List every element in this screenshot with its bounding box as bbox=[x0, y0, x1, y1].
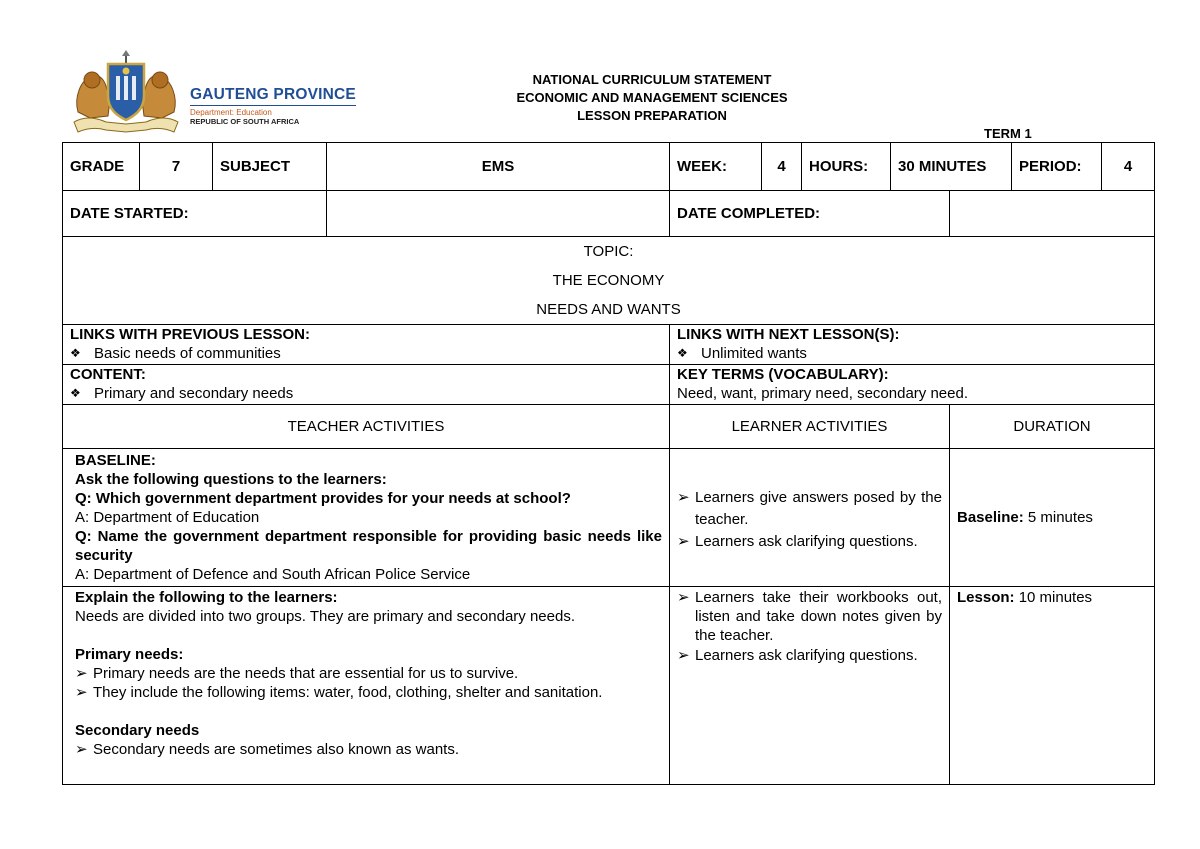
date-started-value bbox=[327, 191, 670, 237]
content-item: Primary and secondary needs bbox=[94, 385, 294, 402]
header-line-2: ECONOMIC AND MANAGEMENT SCIENCES bbox=[516, 90, 788, 105]
diamond-bullet-icon: ❖ bbox=[70, 346, 81, 360]
secondary-needs-title: Secondary needs bbox=[75, 722, 200, 739]
baseline-question-1: Q: Which government department provides for your needs at school? bbox=[75, 490, 571, 507]
arrow-bullet-icon: ➢ bbox=[75, 665, 88, 682]
date-started-label: DATE STARTED: bbox=[63, 191, 327, 237]
lesson-row bbox=[63, 587, 1155, 785]
topic-label: TOPIC: bbox=[583, 243, 634, 260]
activities-header-row bbox=[63, 405, 1155, 449]
content-label: CONTENT: bbox=[70, 366, 146, 383]
primary-needs-item-2: They include the following items: water, food, clothing, shelter and sanitation. bbox=[93, 684, 603, 701]
diamond-bullet-icon: ❖ bbox=[70, 386, 81, 400]
key-terms-label: KEY TERMS (VOCABULARY): bbox=[677, 366, 889, 383]
lesson-learner-1: Learners take their workbooks out, listen and take down notes given by the teacher. bbox=[695, 589, 942, 644]
baseline-duration-label: Baseline: bbox=[957, 509, 1024, 526]
previous-lesson-label: LINKS WITH PREVIOUS LESSON: bbox=[70, 326, 311, 343]
lesson-duration-value: 10 minutes bbox=[1018, 589, 1093, 606]
lesson-instruction: Explain the following to the learners: bbox=[75, 589, 338, 606]
diamond-bullet-icon: ❖ bbox=[677, 346, 688, 360]
next-lesson-label: LINKS WITH NEXT LESSON(S): bbox=[677, 326, 900, 343]
arrow-bullet-icon: ➢ bbox=[75, 684, 88, 701]
period-label: PERIOD: bbox=[1012, 143, 1102, 191]
topic-line-2: NEEDS AND WANTS bbox=[536, 301, 681, 318]
date-completed-value bbox=[950, 191, 1155, 237]
arrow-bullet-icon: ➢ bbox=[677, 647, 690, 664]
lesson-duration-label: Lesson: bbox=[957, 589, 1015, 606]
week-label: WEEK: bbox=[670, 143, 762, 191]
baseline-duration-value: 5 minutes bbox=[1027, 509, 1093, 526]
baseline-answer-2: A: Department of Defence and South African Police Service bbox=[75, 566, 471, 583]
content-row bbox=[63, 365, 1155, 405]
primary-needs-item-1: Primary needs are the needs that are essential for us to survive. bbox=[93, 665, 519, 682]
logo-department: Department: Education bbox=[190, 108, 272, 117]
baseline-learner-1: Learners give answers posed by the teacher. bbox=[695, 488, 942, 528]
arrow-bullet-icon: ➢ bbox=[677, 532, 690, 550]
baseline-row bbox=[63, 449, 1155, 587]
duration-header: DURATION bbox=[950, 405, 1155, 449]
arrow-bullet-icon: ➢ bbox=[677, 488, 690, 506]
info-row bbox=[63, 143, 1155, 191]
document-header bbox=[460, 71, 844, 125]
teacher-activities-header: TEACHER ACTIVITIES bbox=[63, 405, 670, 449]
arrow-bullet-icon: ➢ bbox=[677, 589, 690, 606]
previous-lesson-item: Basic needs of communities bbox=[94, 345, 281, 362]
lesson-intro: Needs are divided into two groups. They are primary and secondary needs. bbox=[75, 608, 576, 625]
dates-row bbox=[63, 191, 1155, 237]
logo-title: GAUTENG PROVINCE bbox=[190, 86, 356, 106]
week-value: 4 bbox=[762, 143, 802, 191]
links-row bbox=[63, 325, 1155, 365]
header-line-3: LESSON PREPARATION bbox=[577, 108, 727, 123]
subject-label: SUBJECT bbox=[213, 143, 327, 191]
grade-label: GRADE bbox=[63, 143, 140, 191]
topic-row bbox=[63, 237, 1155, 325]
coat-of-arms-icon bbox=[68, 50, 184, 134]
next-lesson-item: Unlimited wants bbox=[701, 345, 807, 362]
baseline-learner-2: Learners ask clarifying questions. bbox=[695, 532, 918, 550]
lesson-plan-table bbox=[62, 142, 1155, 785]
baseline-question-2: Q: Name the government department responsible for providing basic needs like security bbox=[75, 528, 662, 564]
period-value: 4 bbox=[1102, 143, 1155, 191]
key-terms-value: Need, want, primary need, secondary need. bbox=[677, 385, 968, 402]
secondary-needs-item-1: Secondary needs are sometimes also known as wants. bbox=[93, 741, 460, 758]
primary-needs-title: Primary needs: bbox=[75, 646, 184, 663]
lesson-learner-2: Learners ask clarifying questions. bbox=[695, 647, 918, 664]
topic-line-1: THE ECONOMY bbox=[552, 272, 665, 289]
baseline-title: BASELINE: bbox=[75, 452, 156, 469]
subject-value: EMS bbox=[327, 143, 670, 191]
logo-republic: REPUBLIC OF SOUTH AFRICA bbox=[190, 117, 300, 126]
grade-value: 7 bbox=[140, 143, 213, 191]
baseline-answer-1: A: Department of Education bbox=[75, 509, 260, 526]
hours-value: 30 MINUTES bbox=[891, 143, 1012, 191]
learner-activities-header: LEARNER ACTIVITIES bbox=[670, 405, 950, 449]
header-line-1: NATIONAL CURRICULUM STATEMENT bbox=[532, 72, 772, 87]
arrow-bullet-icon: ➢ bbox=[75, 741, 88, 758]
date-completed-label: DATE COMPLETED: bbox=[670, 191, 950, 237]
term-label: TERM 1 bbox=[984, 126, 1032, 141]
hours-label: HOURS: bbox=[802, 143, 891, 191]
baseline-instruction: Ask the following questions to the learners: bbox=[75, 471, 387, 488]
gauteng-logo bbox=[68, 50, 368, 134]
